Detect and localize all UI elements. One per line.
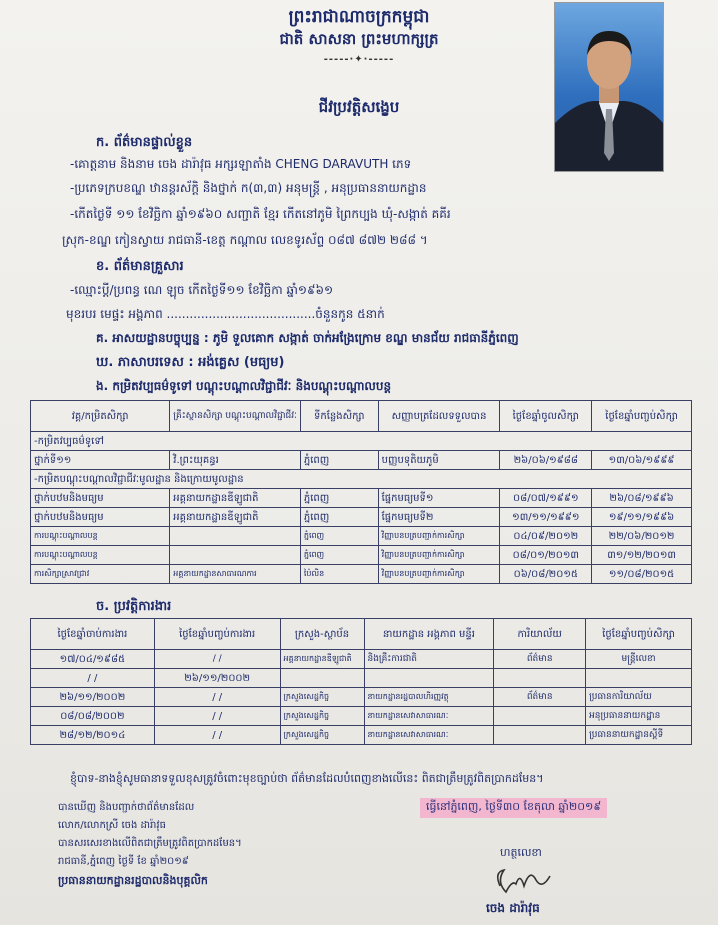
- motto-header: ជាតិ សាសនា ព្រះមហាក្សត្រ: [279, 30, 439, 48]
- table-cell: [170, 546, 301, 565]
- table-row: [31, 565, 692, 584]
- table-cell: ១១/០៨/២០១៥: [592, 565, 692, 584]
- table-cell: ២៦/១១/២០០២: [31, 688, 155, 707]
- birth-line: -កើតថ្ងៃទី ១១ ខែវិច្ឆិកា ឆ្នាំ១៩៦០ សញ្ជាតិ ខ្មែរ កើតនៅភូមិ ព្រៃកប្បង ឃុំ-សង្កាត់ គគីរ: [70, 207, 451, 221]
- table-cell: ព័ត៌មាន: [494, 688, 586, 707]
- footer-left-line: លោក/លោកស្រី ចេង ដារ៉ាវុធ: [58, 820, 166, 831]
- date-place-highlight: ធ្វើនៅភ្នំពេញ, ថ្ងៃទី៣០ ខែតុលា ឆ្នាំ២០១៩: [420, 798, 607, 818]
- kingdom-header: ព្រះរាជាណាចក្រកម្ពុជា: [288, 7, 430, 27]
- table-cell: ផ្នែកមធ្យមទី១: [378, 489, 500, 508]
- table-cell: ១៧/០៤/១៩៨៥: [31, 650, 155, 669]
- table-row: [31, 508, 692, 527]
- table-cell: ផ្នែកមធ្យមទី២: [378, 508, 500, 527]
- table-cell: ១៣/១១/១៩៩១: [500, 508, 592, 527]
- section-d-heading: ឃ. ភាសាបរទេស : អង់គ្លេស (មធ្យម): [96, 355, 285, 370]
- table-cell: ប្រធានការិយាល័យ: [586, 688, 692, 707]
- table-cell: ប៉ៃលិន: [300, 565, 378, 584]
- footer-left-line: បានឃើញ និងបញ្ជាក់ថាព័ត៌មានដែល: [58, 802, 195, 813]
- table-cell: អគ្គនាយកដ្ឋានឌីឡូជាតិ: [280, 650, 364, 669]
- table-cell: ០៨/០៧/១៩៩១: [500, 489, 592, 508]
- table-cell: [586, 669, 692, 688]
- col-header: ទីកន្លែងសិក្សា: [300, 401, 378, 432]
- table-cell: នាយកដ្ឋានរដ្ឋបាលហិរញ្ញវត្ថុ: [364, 688, 494, 707]
- table-cell: ថ្នាក់ទី១១: [31, 451, 170, 470]
- col-header: ថ្ងៃខែឆ្នាំបញ្ចប់ការងារ: [154, 619, 280, 650]
- table-cell: [364, 669, 494, 688]
- page-title: ជីវប្រវត្តិសង្ខេប: [318, 98, 400, 116]
- table-cell: / /: [154, 650, 280, 669]
- table-cell: ការបណ្តុះបណ្តាលបន្ត: [31, 527, 170, 546]
- group-label: -កម្រិតបណ្តុះបណ្តាលវិជ្ជាជីវៈមូលដ្ឋាន និងក្រោយមូលដ្ឋាន: [31, 470, 692, 489]
- table-cell: នាយកដ្ឋានសេវាសាធារណៈ: [364, 707, 494, 726]
- header-ornament: -----·✦·-----: [323, 54, 395, 65]
- table-cell: អនុប្រធាននាយកដ្ឋាន: [586, 707, 692, 726]
- table-cell: ០៤/០៩/២០១២: [500, 527, 592, 546]
- table-cell: អគ្គនាយកដ្ឋានសាធារណការ: [170, 565, 301, 584]
- col-header: គ្រឹះស្ថានសិក្សា បណ្តុះបណ្តាលវិជ្ជាជីវៈ: [170, 401, 301, 432]
- table-cell: [494, 669, 586, 688]
- table-row: [31, 489, 692, 508]
- table-cell: ២៦/០៦/១៩៨៨: [500, 451, 592, 470]
- table-cell: ភ្នំពេញ: [300, 489, 378, 508]
- table-cell: វិ.ព្រះយុគន្ធរ: [170, 451, 301, 470]
- table-cell: អគ្គនាយកដ្ឋានឌីឡូជាតិ: [170, 489, 301, 508]
- table-cell: ភ្នំពេញ: [300, 451, 378, 470]
- signature-label: ហត្ថលេខា: [500, 846, 542, 859]
- table-row: [31, 432, 692, 451]
- table-cell: [280, 669, 364, 688]
- table-cell: ការសិក្សាស្រាវជ្រាវ: [31, 565, 170, 584]
- table-cell: មន្ត្រីលេខា: [586, 650, 692, 669]
- table-cell: ភ្នំពេញ: [300, 527, 378, 546]
- table-row: [31, 527, 692, 546]
- section-c-heading: គ. អាសយដ្ឋានបច្ចុប្បន្ន : ភូមិ ទួលគោក សង្កាត់ ចាក់អង្រែក្រោម ខណ្ឌ មានជ័យ រាជធានីភ្នំពេញ: [96, 331, 519, 345]
- table-cell: វិញ្ញាបនបត្របញ្ជាក់ការសិក្សា: [378, 527, 500, 546]
- table-cell: ប្រធាននាយកដ្ឋានស្តីទី: [586, 726, 692, 745]
- spouse-line: -ឈ្មោះប្តី/ប្រពន្ធ ណេ ឡុច កើតថ្ងៃទី១១ ខែវិច្ឆិកា ឆ្នាំ១៩៦១: [70, 283, 334, 297]
- address-birth-line: ស្រុក-ខណ្ឌ កៀនស្វាយ រាជធានី-ខេត្ត កណ្តាល លេខទូរស័ព្ទ ០៨៧ ៨៧២ ២៨៨ ។: [62, 233, 428, 247]
- section-e-heading: ង. កម្រិតវប្បធម៌ទូទៅ បណ្តុះបណ្តាលវិជ្ជាជីវៈ និងបណ្តុះបណ្តាលបន្ត: [96, 379, 392, 393]
- table-cell: ថ្នាក់បឋមនិងមធ្យម: [31, 508, 170, 527]
- education-header-row: [31, 401, 692, 432]
- table-cell: ២៨/១២/២០១៤: [31, 726, 155, 745]
- section-f-heading: ច. ប្រវត្តិការងារ: [96, 599, 172, 614]
- table-cell: ក្រសួងសេដ្ឋកិច្ច: [280, 707, 364, 726]
- table-row: [31, 669, 692, 688]
- signer-name: ចេង ដារ៉ាវុធ: [486, 901, 540, 915]
- table-row: [31, 470, 692, 489]
- section-a-heading: ក. ព័ត៌មានផ្ទាល់ខ្លួន: [96, 135, 193, 150]
- table-cell: ០៨/០១/២០១៣: [500, 546, 592, 565]
- table-cell: និងគ្រឹះការជាតិ: [364, 650, 494, 669]
- section-b-heading: ខ. ព័ត៌មានគ្រួសារ: [96, 259, 184, 274]
- table-cell: / /: [154, 707, 280, 726]
- col-header: ថ្ងៃខែឆ្នាំបញ្ចប់សិក្សា: [592, 401, 692, 432]
- table-cell: ២៦/០៨/១៩៩៦: [592, 489, 692, 508]
- table-cell: [494, 726, 586, 745]
- table-cell: / /: [31, 669, 155, 688]
- table-cell: ថ្នាក់បឋមនិងមធ្យម: [31, 489, 170, 508]
- table-cell: ព័ត៌មាន: [494, 650, 586, 669]
- table-row: [31, 451, 692, 470]
- table-cell: ភ្នំពេញ: [300, 508, 378, 527]
- col-header: ថ្ងៃខែឆ្នាំចូលសិក្សា: [500, 401, 592, 432]
- table-row: [31, 546, 692, 565]
- footer-left-line: បានសរសេរខាងលើពិតជាត្រឹមត្រូវពិតប្រាកដមែន។: [58, 838, 242, 849]
- table-cell: វិញ្ញាបនបត្របញ្ជាក់ការសិក្សា: [378, 546, 500, 565]
- table-row: [31, 726, 692, 745]
- portrait-photo: [554, 2, 664, 172]
- table-cell: ០៨/០៨/២០០២: [31, 707, 155, 726]
- table-cell: អគ្គនាយកដ្ឋានឌីឡូជាតិ: [170, 508, 301, 527]
- table-cell: បញ្ញបទុតិយភូមិ: [378, 451, 500, 470]
- col-header: ការិយាល័យ: [494, 619, 586, 650]
- table-cell: ក្រសួងសេដ្ឋកិច្ច: [280, 726, 364, 745]
- table-cell: / /: [154, 726, 280, 745]
- col-header: ក្រសួង-ស្ថាប័ន: [280, 619, 364, 650]
- table-row: [31, 688, 692, 707]
- rank-line: -ប្រភេទក្របខណ្ឌ ឋានន្តរស័ក្តិ និងថ្នាក់ ក(៣,៣) អនុមន្ត្រី , អនុប្រធាននាយកដ្ឋាន: [70, 181, 427, 195]
- table-cell: វិញ្ញាបនបត្របញ្ជាក់ការសិក្សា: [378, 565, 500, 584]
- table-cell: ១៣/០៦/១៩៩៩: [592, 451, 692, 470]
- name-line: -គោត្តនាម និងនាម ចេង ដារ៉ាវុធ អក្សរឡាតាំង CHENG DARAVUTH ភេទ: [70, 157, 412, 171]
- table-cell: [170, 527, 301, 546]
- col-header: នាយកដ្ឋាន អង្គភាព មន្ទីរ: [364, 619, 494, 650]
- table-cell: ភ្នំពេញ: [300, 546, 378, 565]
- work-header-row: [31, 619, 692, 650]
- table-cell: ០៦/០៨/២០១៥: [500, 565, 592, 584]
- declaration-text: ខ្ញុំបាទ-នាងខ្ញុំសូមធានាទទួលខុសត្រូវចំពោះមុខច្បាប់ថា ព័ត៌មានដែលបំពេញខាងលើនេះ ពិតជាត្រឹមត្រូវពិតប្រាកដមែន។: [70, 772, 544, 785]
- table-cell: ២៦/១១/២០០២: [154, 669, 280, 688]
- table-cell: នាយកដ្ឋានសេវាសាធារណៈ: [364, 726, 494, 745]
- signature-image: [490, 862, 560, 900]
- department-head-title: ប្រធាននាយកដ្ឋានរដ្ឋបាលនិងបុគ្គលិក: [58, 874, 208, 887]
- table-cell: ការបណ្តុះបណ្តាលបន្ត: [31, 546, 170, 565]
- table-cell: ៣១/១២/២០១៣: [592, 546, 692, 565]
- table-cell: [494, 707, 586, 726]
- table-row: [31, 707, 692, 726]
- education-table: [30, 400, 692, 584]
- work-history-table: [30, 618, 692, 745]
- col-header: ថ្ងៃខែឆ្នាំបញ្ចប់សិក្សា: [586, 619, 692, 650]
- table-cell: ក្រសួងសេដ្ឋកិច្ច: [280, 688, 364, 707]
- table-cell: / /: [154, 688, 280, 707]
- table-row: [31, 650, 692, 669]
- footer-left-line: រាជធានី,ភ្នំពេញ ថ្ងៃទី ខែ ឆ្នាំ២០១៩: [58, 856, 189, 867]
- col-header: សញ្ញាបត្រដែលទទួលបាន: [378, 401, 500, 432]
- col-header: ថ្ងៃខែឆ្នាំចាប់ការងារ: [31, 619, 155, 650]
- col-header: វគ្គ/កម្រិតសិក្សា: [31, 401, 170, 432]
- table-cell: ១៩/១១/១៩៩៦: [592, 508, 692, 527]
- occupation-line: មុខរបរ មេផ្ទះ អង្គភាព .......................................ចំនួនកូន ៥នាក់: [66, 307, 385, 321]
- table-cell: ២២/០៦/២០១២: [592, 527, 692, 546]
- group-label: -កម្រិតវប្បធម៌ទូទៅ: [31, 432, 692, 451]
- portrait-image: [555, 3, 663, 171]
